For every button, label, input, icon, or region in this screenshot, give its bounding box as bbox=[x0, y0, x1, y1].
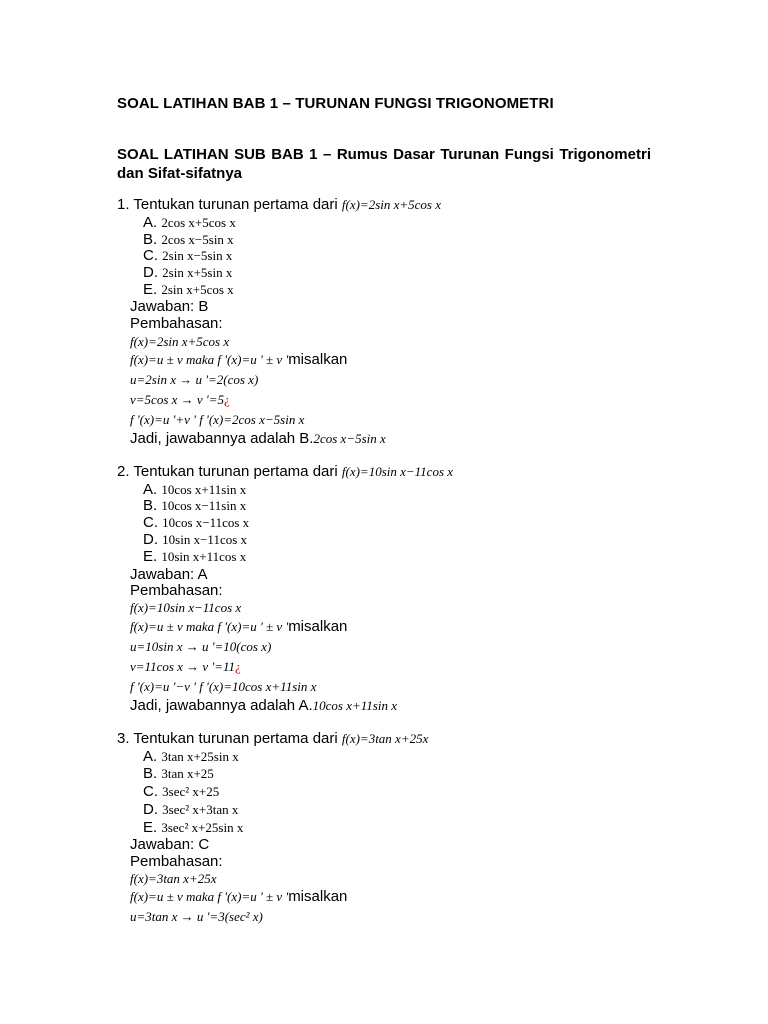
discussion-label: Pembahasan: bbox=[130, 853, 223, 870]
question-prompt: 2. Tentukan turunan pertama dari f(x)=10sin x−11cos x bbox=[117, 463, 454, 480]
option-d: D. 3sec² x+3tan x bbox=[143, 801, 239, 818]
page-title: SOAL LATIHAN BAB 1 – TURUNAN FUNGSI TRIGONOMETRI bbox=[117, 95, 554, 112]
step: f(x)=2sin x+5cos x bbox=[130, 334, 230, 349]
discussion-label: Pembahasan: bbox=[130, 582, 223, 599]
step: u=3tan x → u '=3(sec² x) bbox=[130, 909, 263, 924]
conclusion: Jadi, jawabannya adalah B.2cos x−5sin x bbox=[130, 430, 386, 447]
question-prompt: 1. Tentukan turunan pertama dari f(x)=2sin x+5cos x bbox=[117, 196, 441, 213]
step: u=2sin x → u '=2(cos x) bbox=[130, 372, 259, 387]
option-e: E. 3sec² x+25sin x bbox=[143, 819, 244, 836]
option-c: C. 2sin x−5sin x bbox=[143, 247, 233, 264]
question-prompt: 3. Tentukan turunan pertama dari f(x)=3tan x+25x bbox=[117, 730, 429, 747]
option-e: E. 2sin x+5cos x bbox=[143, 281, 234, 298]
step: u=10sin x → u '=10(cos x) bbox=[130, 639, 272, 654]
option-d: D. 2sin x+5sin x bbox=[143, 264, 233, 281]
step: v=11cos x → v '=11¿ bbox=[130, 659, 241, 674]
answer: Jawaban: C bbox=[130, 836, 210, 853]
step: f(x)=u ± v maka f '(x)=u ' ± v 'misalkan bbox=[130, 351, 348, 368]
option-c: C. 10cos x−11cos x bbox=[143, 514, 250, 531]
option-e: E. 10sin x+11cos x bbox=[143, 548, 247, 565]
conclusion: Jadi, jawabannya adalah A.10cos x+11sin x bbox=[130, 697, 397, 714]
option-a: A. 10cos x+11sin x bbox=[143, 481, 247, 498]
option-c: C. 3sec² x+25 bbox=[143, 783, 220, 800]
option-d: D. 10sin x−11cos x bbox=[143, 531, 248, 548]
option-b: B. 10cos x−11sin x bbox=[143, 497, 247, 514]
step: f(x)=u ± v maka f '(x)=u ' ± v 'misalkan bbox=[130, 888, 348, 905]
answer: Jawaban: B bbox=[130, 298, 209, 315]
step: f(x)=u ± v maka f '(x)=u ' ± v 'misalkan bbox=[130, 618, 348, 635]
question-function: f(x)=2sin x+5cos x bbox=[341, 197, 441, 212]
section-title: SOAL LATIHAN SUB BAB 1 – Rumus Dasar Turunan Fungsi Trigonometri dan Sifat-sifatnya bbox=[117, 146, 651, 182]
step: f(x)=3tan x+25x bbox=[130, 871, 217, 886]
step: v=5cos x → v '=5¿ bbox=[130, 392, 230, 407]
answer: Jawaban: A bbox=[130, 566, 208, 583]
question-function: f(x)=10sin x−11cos x bbox=[341, 464, 454, 479]
discussion-label: Pembahasan: bbox=[130, 315, 223, 332]
option-b: B. 3tan x+25 bbox=[143, 765, 214, 782]
step: f '(x)=u '−v ' f '(x)=10cos x+11sin x bbox=[130, 679, 317, 694]
question-function: f(x)=3tan x+25x bbox=[341, 731, 429, 746]
option-a: A. 2cos x+5cos x bbox=[143, 214, 236, 231]
option-a: A. 3tan x+25sin x bbox=[143, 748, 239, 765]
step: f(x)=10sin x−11cos x bbox=[130, 600, 242, 615]
step: f '(x)=u '+v ' f '(x)=2cos x−5sin x bbox=[130, 412, 305, 427]
option-b: B. 2cos x−5sin x bbox=[143, 231, 234, 248]
